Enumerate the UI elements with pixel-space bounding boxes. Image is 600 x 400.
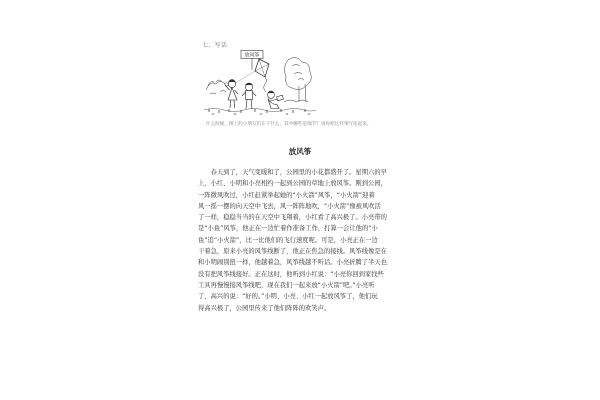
story-line: 干着急，原来小亮的风筝线断了，他正在焦急的接线。风筝线像是在	[198, 248, 387, 256]
boy-figure-middle	[242, 83, 256, 109]
section-label: 七、写话	[202, 42, 228, 49]
kite-flying-illustration	[204, 50, 316, 116]
girl-figure	[225, 80, 238, 109]
story-line: 是“小鱼”风筝，他正在一边忙着作准备工作，打算一会让他的“小	[198, 225, 378, 233]
story-line: 工具再慢慢接风筝线吧，现在我们一起来放“小火箭”吧。”小亮听	[198, 281, 375, 289]
story-line: 没有把风筝线接好。正在这时，他听到小红说：“小亮你回到家找些	[198, 270, 384, 278]
story-line: 得高兴极了，公园里传来了他们阵阵的欢笑声。	[198, 304, 331, 312]
sign-text: 放风筝	[244, 52, 260, 59]
story-line: 春天到了，天气变暖和了，公园里的小花都盛开了。星期六的早	[198, 169, 387, 176]
story-line: 一阵微风吹过，小红赶紧举起她的“小火箭”风筝，“小火箭”迎着	[198, 191, 375, 199]
story-body	[198, 167, 403, 314]
grass-ground	[204, 109, 316, 116]
story-line: 了，高兴的说：“好的。”小明、小亮、小红一起放风筝了，他们玩	[198, 293, 378, 301]
trees-right	[284, 57, 311, 102]
story-line: 风一摇一摆的向天空中飞去，风一阵阵地吹，“小火箭”像被风吹活	[198, 202, 381, 210]
illustration-caption: 什么时候，图上的小朋友们在干什么，其中哪些是细节？请你把这件事写连起来。	[206, 122, 372, 127]
boy-figure-right	[268, 91, 284, 109]
trees-left	[206, 80, 232, 94]
story-line: 上，小红、小明和小亮相约一起到公园的草地上放风筝。刚到公园，	[198, 180, 387, 188]
story-line: 和小明闹别扭一样，他越着急，风筝线越不听话。小亮折腾了半天也	[198, 259, 387, 267]
story-line: 鱼”追“小火箭”，比一比他们的飞行速度呢。可是，小亮正在一边	[198, 236, 378, 244]
story-title: 放风筝	[288, 147, 312, 156]
story-line: 了一样，稳稳当当的在天空中飞翔着，小红看了高兴极了。小亮带的	[198, 214, 387, 222]
